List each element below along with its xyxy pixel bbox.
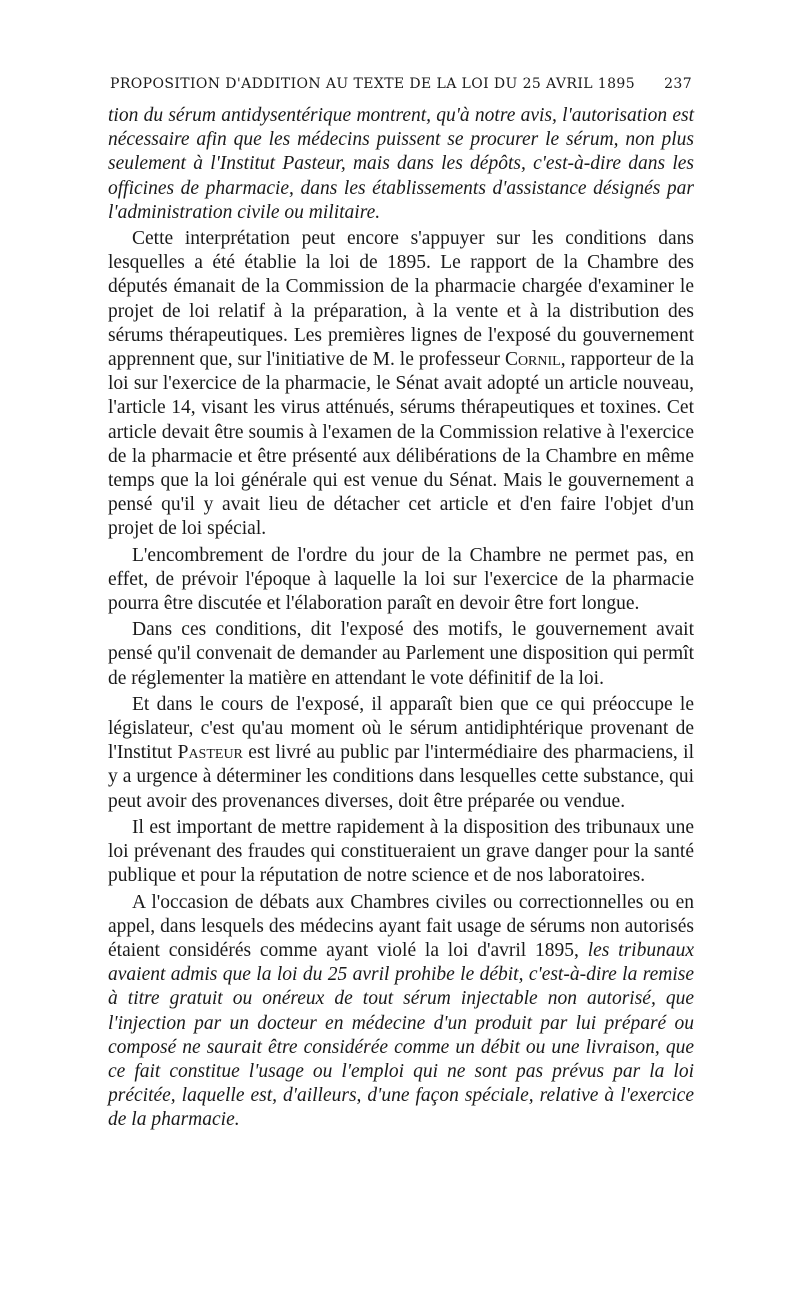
name-cornil: Cornil [504,349,561,371]
paragraph-5-text-b: est livré au public par l'intermédiaire des pharmaciens, il y a urgence à déterminer les conditions dans lesquelles cette substance, qui peut avoir des provenances diverses, doit être préparée ou vendue. [108,742,695,812]
paragraph-4: Dans ces conditions, dit l'exposé des motifs, le gouvernement avait pensé qu'il convenait de demander au Parlement une disposition qui permît de réglementer la matière en attendant le vote définitif de la loi. [108,619,694,689]
body-text [108,104,694,1135]
paragraph-5-text-a: Et dans le cours de l'exposé, il apparaît bien que ce qui préoccupe le législateur, c'est qu'au moment où le sérum antidiphtérique provenant de l'Institut [108,693,694,764]
paragraph-1-italic: tion du sérum antidysentérique montrent, qu'à notre avis, l'autorisation est nécessaire afin que les médecins puissent se procurer le sérum, non plus seulement à l'Institut Pasteur, mais dans les dépôts, c'est-à-dire dans les officines de pharmacie, dans les établissements d'assistance désignés par l'administration civile ou militaire. [108,105,694,223]
running-title: PROPOSITION D'ADDITION AU TEXTE DE LA LOI DU 25 AVRIL 1895 [110,76,636,92]
running-header [110,76,692,92]
name-pasteur: Pasteur [177,742,243,764]
paragraph-1 [108,104,694,225]
paragraph-7 [108,891,694,1133]
paragraph-2-text-a: Cette interprétation peut encore s'appuyer sur les conditions dans lesquelles a été établie la loi de 1895. Le rapport de la Chambre des députés émanait de la Commission de la pharmacie chargée d'examiner le projet de loi relatif à la préparation, à la vente et à la distribution des sérums thérapeutiques. Les premières lignes de l'exposé du gouvernement apprennent que, sur l'initiative de M. le professeur [108,228,694,371]
page-number: 237 [664,76,692,92]
paragraph-6: Il est important de mettre rapidement à la disposition des tribunaux une loi prévenant des fraudes qui constitueraient un grave danger pour la santé publique et pour la réputation de notre science et de nos laboratoires. [108,816,694,887]
paragraph-2 [108,227,694,542]
paragraph-5 [108,693,694,814]
paragraph-7-italic: les tribunaux avaient admis que la loi du 25 avril prohibe le débit, c'est-à-dire la remise à titre gratuit ou onéreux de tout sérum injectable non autorisé, que l'injection par un docteur en médecine d'un produit par lui préparé ou composé ne saurait être considérée comme un débit ou une livraison, que ce fait constitue l'usage ou l'emploi qui ne sont pas prévus par la loi précitée, laquelle est, d'ailleurs, d'une façon spéciale, relative à l'exercice de la pharmacie. [108,939,695,1131]
paragraph-2-text-b: , rapporteur de la loi sur l'exercice de la pharmacie, le Sénat avait adopté un article nouveau, l'article 14, visant les virus atténués, sérums thérapeutiques et toxines. Cet article devait être soumis à l'examen de la Commission relative à l'exercice de la pharmacie et être présenté aux délibérations de la Chambre en même temps que la loi générale qui est venue du Sénat. Mais le gouvernement a pensé qu'il y avait lieu de détacher cet article et d'en faire l'objet d'un projet de loi spécial. [108,349,695,540]
paragraph-7-text: A l'occasion de débats aux Chambres civiles ou correctionnelles ou en appel, dans lesquels des médecins ayant fait usage de sérums non autorisés étaient considérés comme ayant violé la loi d'avril 1895, [108,891,694,961]
paragraph-3: L'encombrement de l'ordre du jour de la Chambre ne permet pas, en effet, de prévoir l'époque à laquelle la loi sur l'exercice de la pharmacie pourra être discutée et l'élaboration paraît en devoir être fort longue. [108,544,694,615]
